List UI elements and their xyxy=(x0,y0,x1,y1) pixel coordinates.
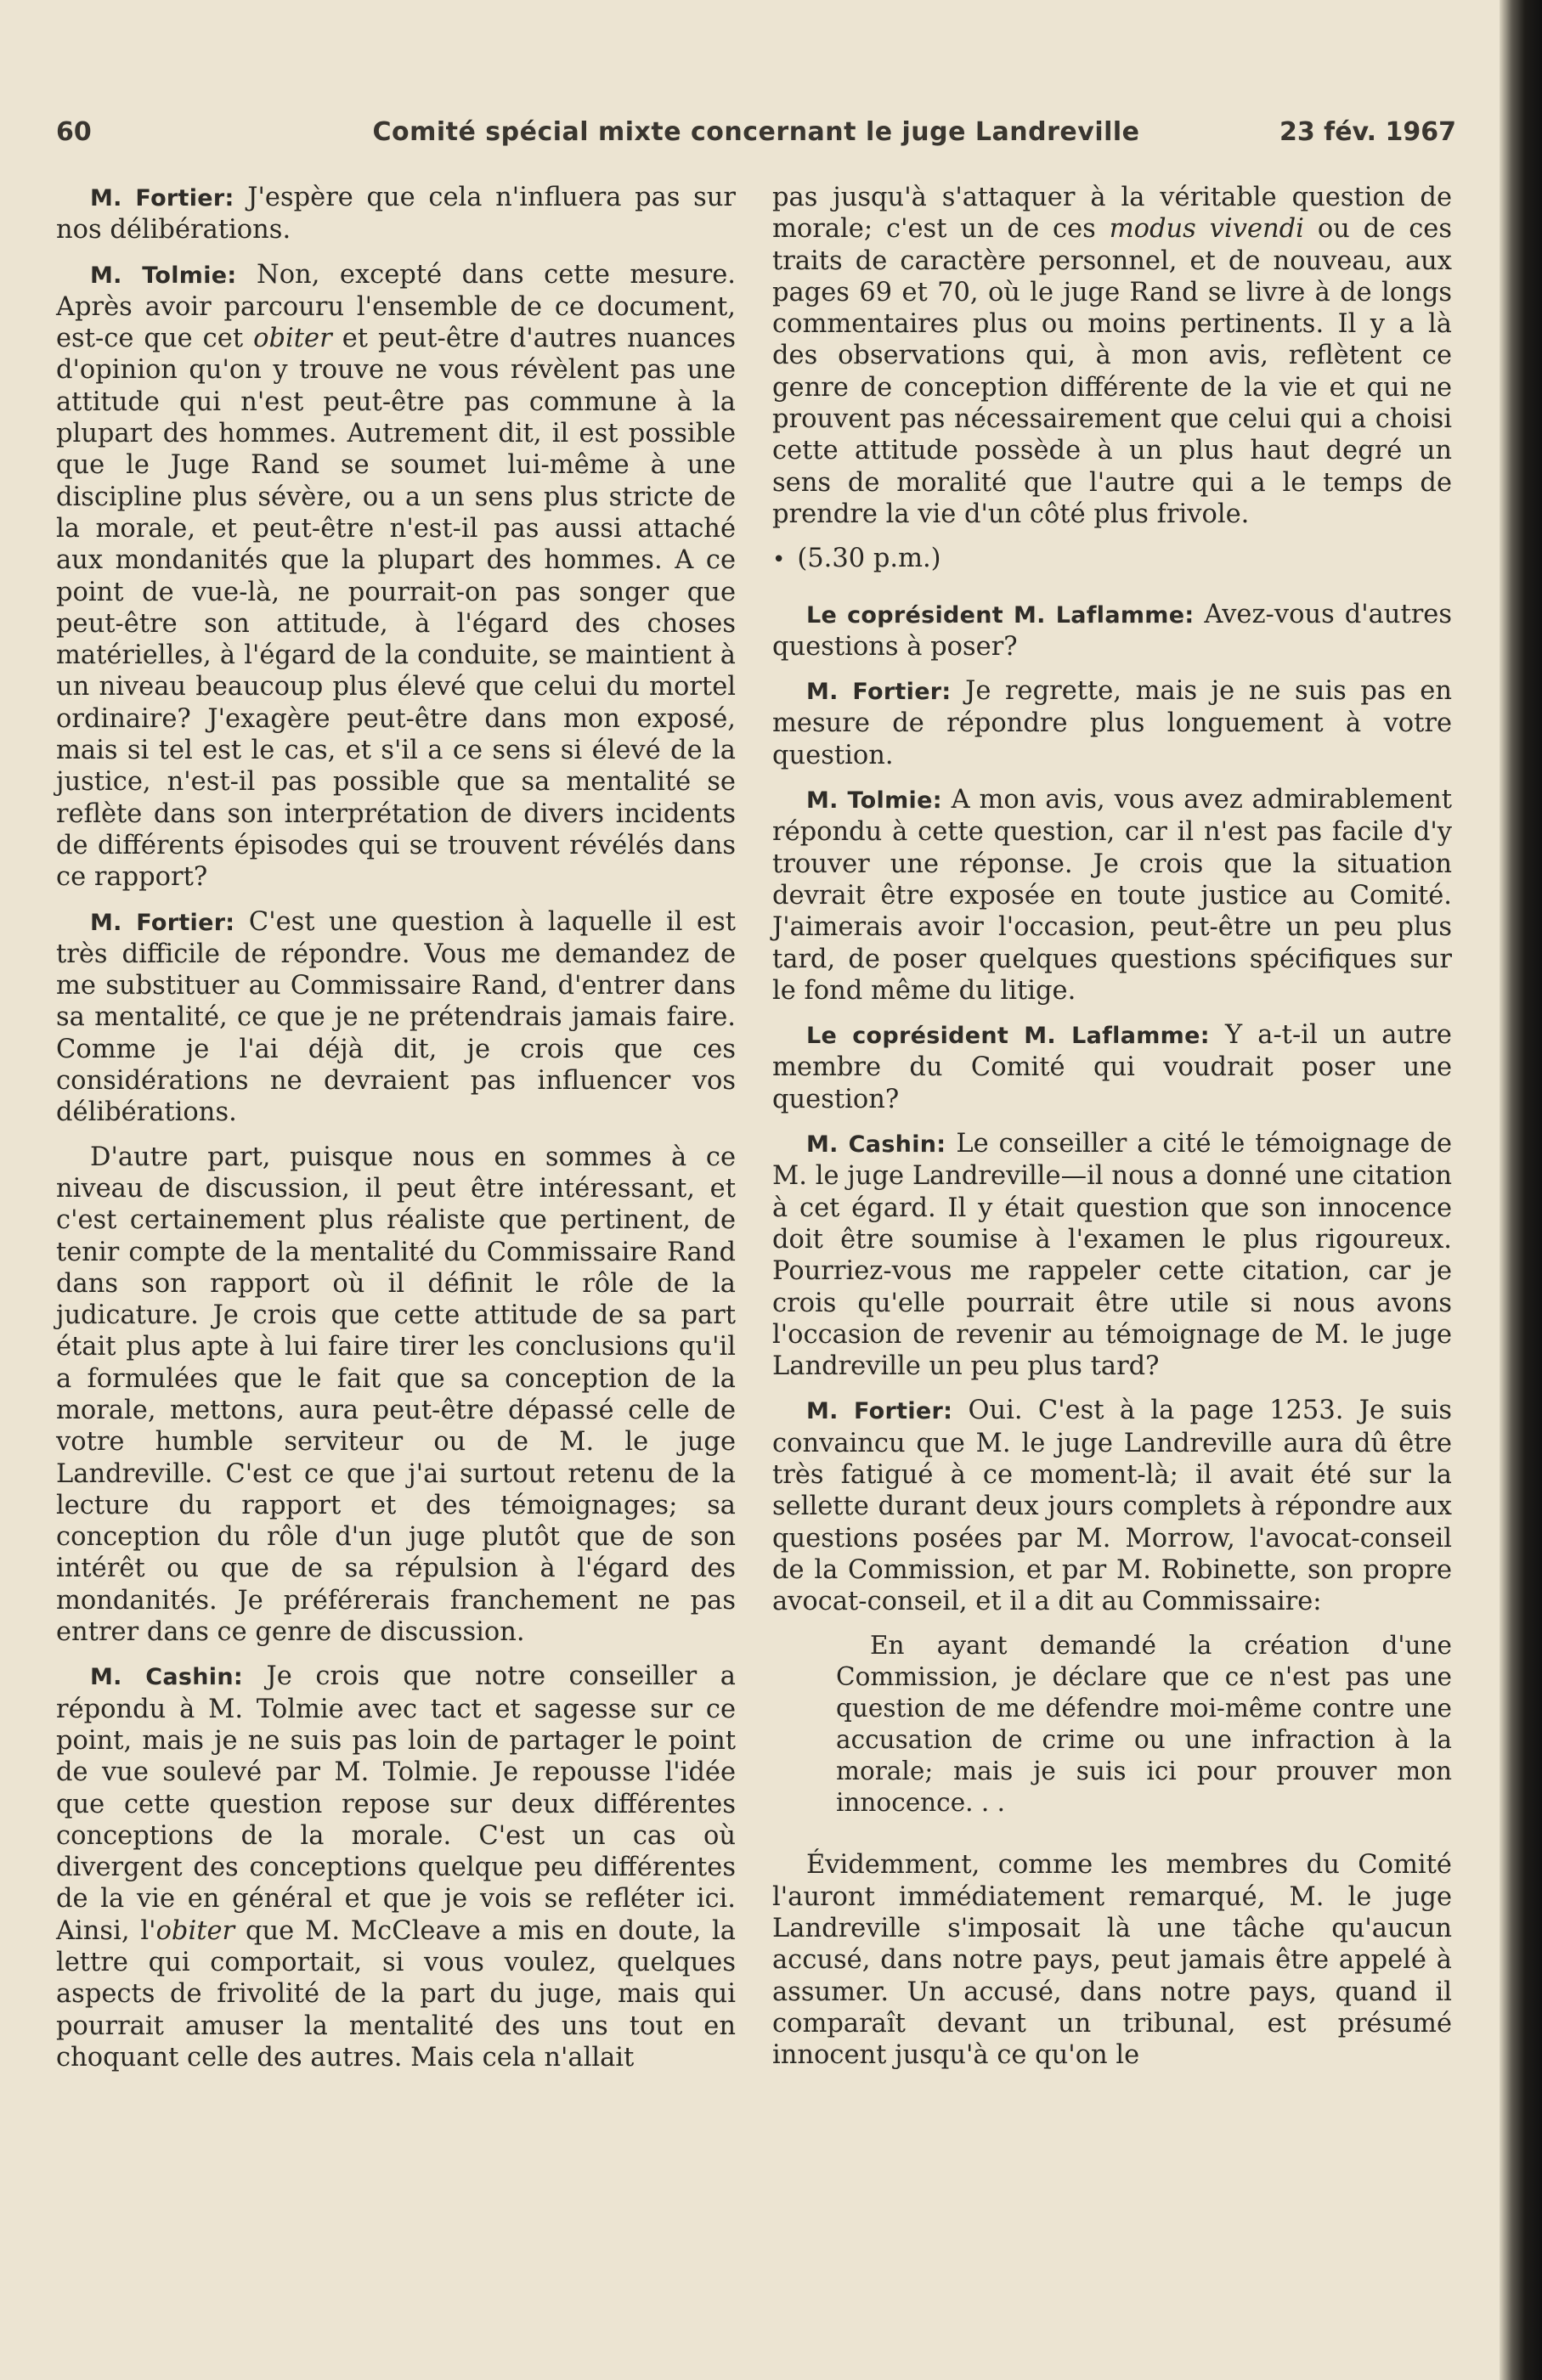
time-marker xyxy=(772,543,1452,576)
speaker-name: M. Cashin: xyxy=(90,1664,243,1691)
running-title: Comité spécial mixte concernant le juge Landreville xyxy=(372,117,1140,147)
paragraph-text: J'espère que cela n'influera pas sur nos délibérations. xyxy=(56,183,736,245)
paragraph xyxy=(772,182,1452,530)
paragraph xyxy=(56,906,736,1129)
speaker-name: M. Cashin: xyxy=(806,1131,946,1159)
paragraph xyxy=(772,599,1452,663)
paragraph xyxy=(772,1849,1452,2071)
paragraph-text: Avez-vous d'autres questions à poser? xyxy=(772,599,1452,662)
paragraph-text: A mon avis, vous avez admirablement répondu à cette question, car il n'est pas facile d'y trouver une réponse. Je crois que la situation devrait être exposée en toute justice au Comité. J'aimerais avoir l'occasion, peut-être un peu plus tard, de poser quelques questions spécifiques sur le fond même du litige. xyxy=(772,785,1452,1006)
speaker-name: M. Fortier: xyxy=(806,679,952,706)
paragraph xyxy=(772,1019,1452,1115)
speaker-name: M. Fortier: xyxy=(90,185,234,211)
paragraph-text: Y a-t-il un autre membre du Comité qui voudrait poser une question? xyxy=(772,1020,1452,1114)
italic-term: obiter xyxy=(155,1915,235,1946)
paragraph-text: C'est une question à laquelle il est très difficile de répondre. Vous me demandez de me substituer au Commissaire Rand, d'entrer dans sa mentalité, ce que je ne prétendrais jamais faire. Comme je l'ai déjà dit, je crois que ces considérations ne devraient pas influencer vos délibérations. xyxy=(56,906,736,1128)
paragraph xyxy=(56,259,736,894)
page-number: 60 xyxy=(56,117,92,147)
paragraph xyxy=(56,1661,736,2073)
speaker-name: Le coprésident M. Laflamme: xyxy=(806,1023,1210,1050)
paragraph-text: et peut-être d'autres nuances d'opinion qu'on y trouve ne vous révèlent pas une attitude qui n'est peut-être pas commune à la plupart des hommes. Autrement dit, il est possible que le Juge Rand se soumet lui-même à une discipline plus sévère, ou a un sens plus stricte de la morale, et peut-être n'est-il pas aussi attaché aux mondanités que la plupart des hommes. A ce point de vue-là, ne pourrait-on pas songer que peut-être son attitude, à l'égard des choses matérielles, à l'égard de la conduite, se maintient à un niveau beaucoup plus élevé que celui du mortel ordinaire? J'exagère peut-être dans mon exposé, mais si tel est le cas, et s'il a ce sens si élevé de la justice, n'est-il pas possible que sa mentalité se reflète dans son interprétation de divers incidents de différents épisodes qui se trouvent révélés dans ce rapport? xyxy=(56,324,736,893)
binding-edge xyxy=(1500,0,1542,2380)
paragraph xyxy=(772,675,1452,771)
paragraph-text: D'autre part, puisque nous en sommes à ce niveau de discussion, il peut être intéressant, et c'est certainement plus réaliste que pertinent, de tenir compte de la mentalité du Commissaire Rand dans son rapport où il définit le rôle de la judicature. Je crois que cette attitude de sa part était plus apte à lui faire tirer les conclusions qu'il a formulées que le fait que sa conception de la morale, mettons, aura peut-être dépassé celle de votre humble serviteur ou de M. le juge Landreville. C'est ce que j'ai surtout retenu de la lecture du rapport et des témoignages; sa conception du rôle d'un juge plutôt que de son intérêt ou que de sa répulsion à l'égard des mondanités. Je préférerais franchement ne pas entrer dans ce genre de discussion. xyxy=(56,1142,736,1648)
bullet-icon: • xyxy=(772,547,786,573)
page-header xyxy=(56,109,1456,160)
header-date: 23 fév. 1967 xyxy=(1279,117,1456,147)
paragraph-text: Oui. C'est à la page 1253. Je suis convaincu que M. le juge Landreville aura dû être très fatigué à ce moment-là; il avait été sur la sellette durant deux jours complets à répondre aux questions posées par M. Morrow, l'avocat-conseil de la Commission, et par M. Robinette, son propre avocat-conseil, et il a dit au Commissaire: xyxy=(772,1396,1452,1617)
paragraph-text: Je crois que notre conseiller a répondu à M. Tolmie avec tact et sagesse sur ce point, mais je ne suis pas loin de partager le point de vue soulevé par M. Tolmie. Je repousse l'idée que cette question repose sur deux différentes conceptions de la morale. C'est un cas où divergent des conceptions quelque peu différentes de la vie en général et que je vois se refléter ici. Ainsi, l' xyxy=(56,1661,736,1946)
paragraph xyxy=(56,182,736,246)
paragraph-text: Le conseiller a cité le témoignage de M. le juge Landreville—il nous a donné une citation à cet égard. Il y était question que son innocence doit être soumise à l'examen le plus rigoureux. Pourriez-vous me rappeler cette citation, car je crois qu'elle pourrait être utile si nous avons l'occasion de revenir au témoignage de M. le juge Landreville un peu plus tard? xyxy=(772,1129,1452,1382)
paragraph xyxy=(56,1142,736,1649)
italic-term: obiter xyxy=(253,324,332,354)
speaker-name: M. Tolmie: xyxy=(806,787,942,815)
left-column xyxy=(56,182,736,2086)
right-column xyxy=(772,182,1452,2084)
paragraph-text: Je regrette, mais je ne suis pas en mesure de répondre plus longuement à votre question. xyxy=(772,676,1452,770)
paragraph xyxy=(772,784,1452,1007)
paragraph-text: pas jusqu'à s'attaquer à la véritable question de morale; c'est un de ces xyxy=(772,183,1452,245)
speaker-name: M. Fortier: xyxy=(90,909,235,936)
speaker-name: M. Tolmie: xyxy=(90,262,237,289)
paragraph-text: Non, excepté dans cette mesure. Après avoir parcouru l'ensemble de ce document, est-ce que cet xyxy=(56,259,736,354)
paragraph xyxy=(772,1128,1452,1382)
paragraph-text: ou de ces traits de caractère personnel, et de nouveau, aux pages 69 et 70, où le juge Rand se livre à de longs commentaires plus ou moins pertinents. Il y a là des observations qui, à mon avis, reflètent ce genre de conception différente de la vie et qui ne prouvent pas nécessairement que celui qui a choisi cette attitude possède à un plus haut degré un sens de moralité que l'autre qui a le temps de prendre la vie d'un côté plus frivole. xyxy=(772,214,1452,529)
speaker-name: M. Fortier: xyxy=(806,1398,953,1425)
time-text: (5.30 p.m.) xyxy=(797,544,941,574)
paragraph-text: Évidemment, comme les membres du Comité l'auront immédiatement remarqué, M. le juge Landreville s'imposait là une tâche qu'aucun accusé, dans notre pays, peut jamais être appelé à assumer. Un accusé, dans notre pays, quand il comparaît devant un tribunal, est présumé innocent jusqu'à ce qu'on le xyxy=(772,1850,1452,2071)
italic-term: modus vivendi xyxy=(1109,214,1304,245)
block-quote: En ayant demandé la création d'une Commission, je déclare que ce n'est pas une question de me défendre moi-même contre une accusation de crime ou une infraction à la morale; mais je suis ici pour prouver mon innocence. . . xyxy=(836,1631,1452,1818)
speaker-name: Le coprésident M. Laflamme: xyxy=(806,601,1195,629)
paragraph xyxy=(772,1395,1452,1617)
paragraph-text: que M. McCleave a mis en doute, la lettre qui comportait, si vous voulez, quelques aspects de frivolité de la part du juge, mais qui pourrait amuser la mentalité des uns tout en choquant celle des autres. Mais cela n'allait xyxy=(56,1915,736,2073)
